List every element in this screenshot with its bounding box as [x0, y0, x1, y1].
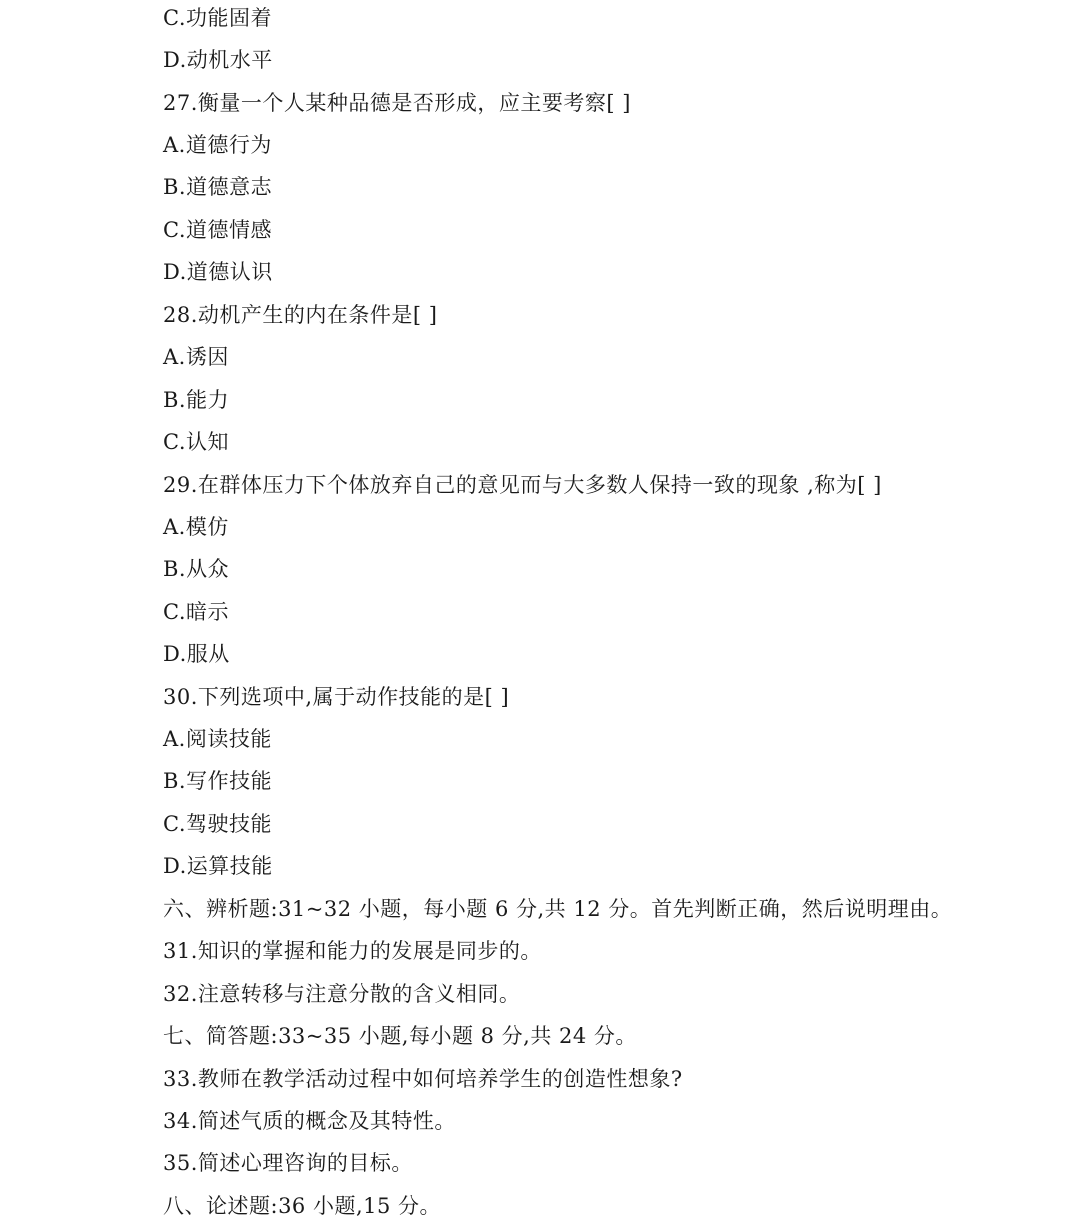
- option-c-q26: C.功能固着: [163, 6, 272, 30]
- question-28: 28.动机产生的内在条件是[ ]: [163, 303, 438, 327]
- question-29: 29.在群体压力下个体放弃自己的意见而与大多数人保持一致的现象 ,称为[ ]: [163, 473, 882, 497]
- option-c-q29: C.暗示: [163, 600, 229, 624]
- option-b-q27: B.道德意志: [163, 175, 273, 199]
- option-a-q29: A.模仿: [163, 515, 229, 539]
- question-31: 31.知识的掌握和能力的发展是同步的。: [163, 939, 542, 963]
- option-a-q28: A.诱因: [163, 345, 229, 369]
- question-35: 35.简述心理咨询的目标。: [163, 1151, 413, 1175]
- option-b-q29: B.从众: [163, 557, 230, 581]
- option-c-q27: C.道德情感: [163, 218, 272, 242]
- question-30: 30.下列选项中,属于动作技能的是[ ]: [163, 685, 510, 709]
- option-c-q30: C.驾驶技能: [163, 812, 272, 836]
- question-33: 33.教师在教学活动过程中如何培养学生的创造性想象?: [163, 1067, 683, 1091]
- question-27: 27.衡量一个人某种品德是否形成，应主要考察[ ]: [163, 91, 631, 115]
- option-a-q27: A.道德行为: [163, 133, 272, 157]
- option-b-q30: B.写作技能: [163, 769, 273, 793]
- question-34: 34.简述气质的概念及其特性。: [163, 1109, 456, 1133]
- question-32: 32.注意转移与注意分散的含义相同。: [163, 982, 521, 1006]
- option-d-q26: D.动机水平: [163, 48, 273, 72]
- section-8-heading: 八、论述题:36 小题,15 分。: [163, 1194, 442, 1218]
- option-a-q30: A.阅读技能: [163, 727, 272, 751]
- option-b-q28: B.能力: [163, 388, 230, 412]
- option-d-q29: D.服从: [163, 642, 230, 666]
- option-d-q27: D.道德认识: [163, 260, 273, 284]
- option-d-q30: D.运算技能: [163, 854, 273, 878]
- option-c-q28: C.认知: [163, 430, 229, 454]
- section-7-heading: 七、简答题:33~35 小题,每小题 8 分,共 24 分。: [163, 1024, 637, 1048]
- section-6-heading: 六、辨析题:31~32 小题，每小题 6 分,共 12 分。首先判断正确，然后说明理由。: [163, 897, 953, 921]
